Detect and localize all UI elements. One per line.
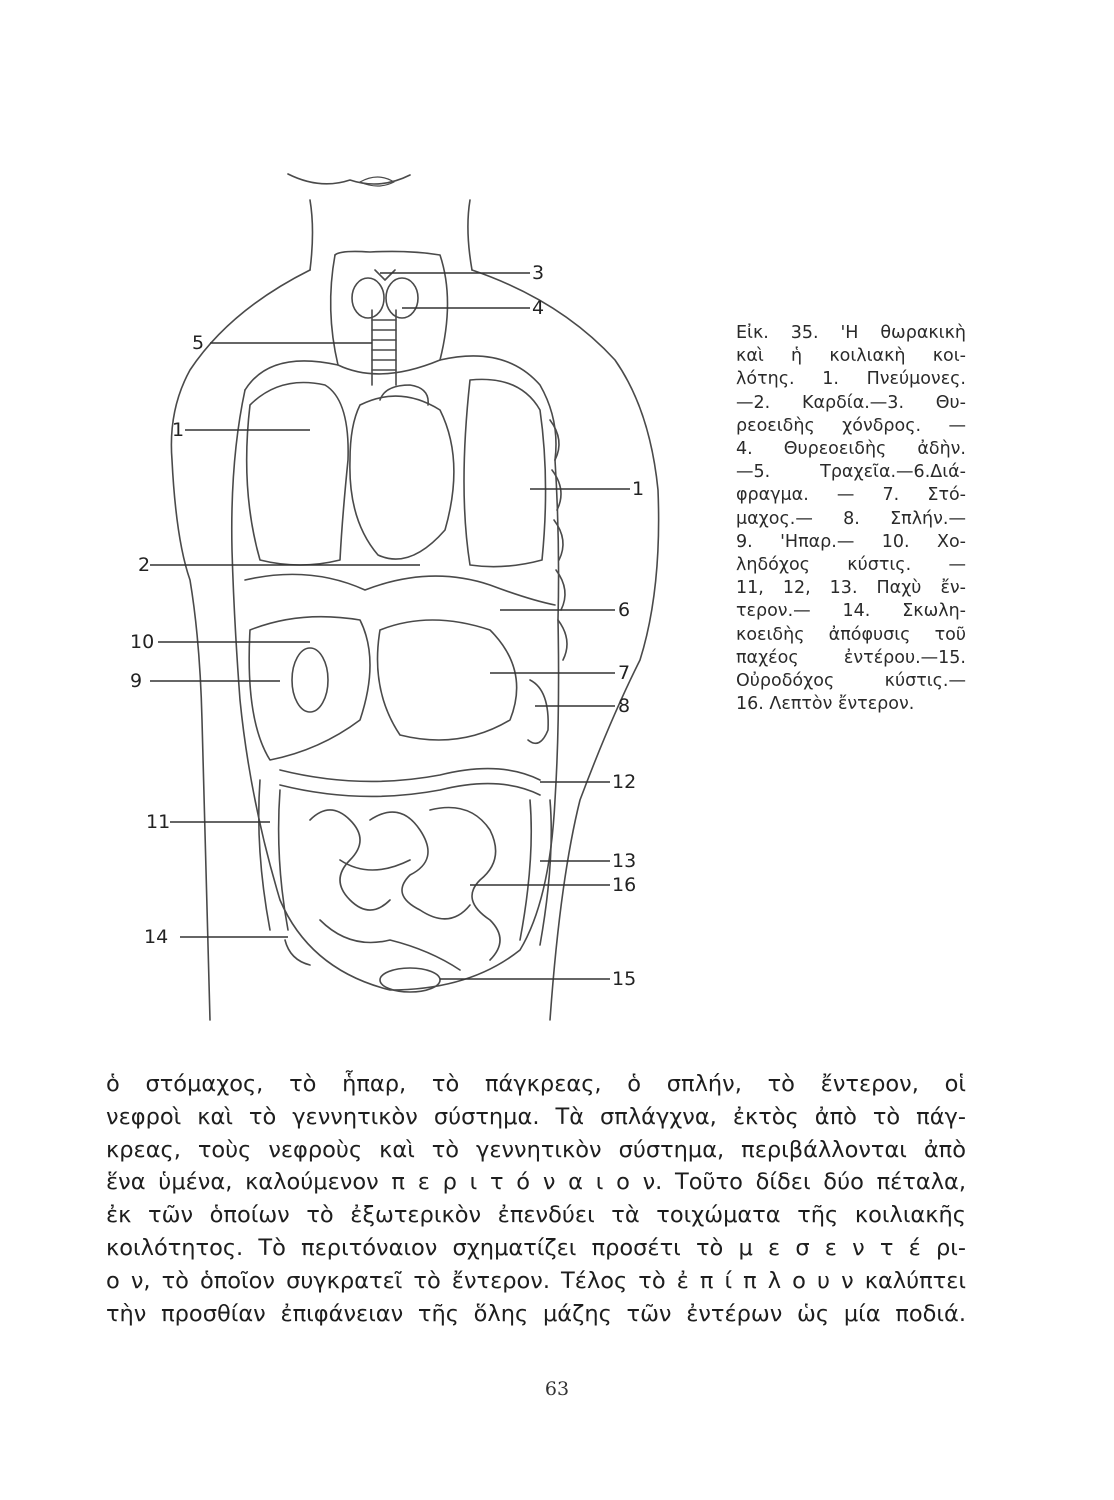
caption-line: —5. Τραχεῖα.—6.Διά- (736, 462, 966, 483)
caption-line: 4. Θυρεοειδὴς ἀδὴν. (736, 439, 966, 460)
figure-label-11: 11 (146, 811, 171, 833)
figure-label-7: 7 (618, 662, 631, 684)
caption-line: κοειδὴς ἀπόφυσις τοῦ (736, 624, 966, 645)
figure-label-10: 10 (130, 631, 155, 653)
figure-label-5: 5 (192, 332, 205, 354)
figure-label-16: 16 (612, 874, 637, 896)
body-line: ἕνα ὑμένα, καλούμενον π ε ρ ι τ ό ν α ι ο ν. Τοῦτο δίδει δύο πέταλα, (106, 1169, 966, 1196)
caption-line: 16. Λεπτὸν ἔντερον. (736, 694, 915, 715)
figure-label-1-right: 1 (632, 478, 645, 500)
anatomy-figure (110, 160, 670, 1040)
body-line: κρεας, τοὺς νεφροὺς καὶ τὸ γεννητικὸν σύστημα, περιβάλλονται ἀπὸ (106, 1136, 966, 1163)
body-line: τὴν προσθίαν ἐπιφάνειαν τῆς ὅλης μάζης τῶν ἐντέρων ὡς μία ποδιά. (106, 1300, 966, 1327)
figure-label-9: 9 (130, 670, 143, 692)
body-line: ο ν, τὸ ὁποῖον συγκρατεῖ τὸ ἔντερον. Τέλος τὸ ἐ π ί π λ ο υ ν καλύπτει (106, 1267, 966, 1294)
body-paragraph (106, 1068, 966, 1330)
figure-label-12: 12 (612, 771, 637, 793)
figure-label-13: 13 (612, 850, 637, 872)
caption-line: Εἰκ. 35. 'Η θωρακικὴ (736, 323, 966, 343)
figure-caption (736, 322, 966, 716)
caption-line: τερον.— 14. Σκωλη- (736, 601, 966, 622)
page-number: 63 (544, 1378, 570, 1400)
figure-label-8: 8 (618, 695, 631, 717)
caption-line: 11, 12, 13. Παχὺ ἔν- (736, 578, 966, 599)
caption-line: καὶ ἡ κοιλιακὴ κοι- (736, 346, 966, 367)
figure-label-4: 4 (532, 297, 545, 319)
caption-line: ληδόχος κύστις. — (736, 555, 966, 576)
caption-line: λότης. 1. Πνεύμονες. (736, 369, 966, 390)
caption-line: μαχος.— 8. Σπλήν.— (736, 508, 966, 529)
caption-line: 9. 'Ηπαρ.— 10. Χο- (736, 531, 966, 552)
body-line: ἐκ τῶν ὁποίων τὸ ἐξωτερικὸν ἐπενδύει τὰ τοιχώματα τῆς κοιλιακῆς (106, 1202, 966, 1229)
body-line: ὁ στόμαχος, τὸ ἧπαρ, τὸ πάγκρεας, ὁ σπλήν, τὸ ἔντερον, οἱ (106, 1071, 966, 1097)
figure-label-2: 2 (138, 554, 151, 576)
figure-label-3: 3 (532, 262, 545, 284)
figure-label-15: 15 (612, 968, 637, 990)
caption-line: —2. Καρδία.—3. Θυ- (736, 392, 966, 413)
caption-line: Οὐροδόχος κύστις.— (736, 671, 966, 692)
caption-line: παχέος ἐντέρου.—15. (736, 647, 966, 668)
caption-line: φραγμα. — 7. Στό- (736, 485, 966, 506)
figure-label-14: 14 (144, 926, 169, 948)
figure-label-1-left: 1 (172, 419, 185, 441)
caption-line: ρεοειδὴς χόνδρος. — (736, 415, 966, 436)
body-line: κοιλότητος. Τὸ περιτόναιον σχηματίζει προσέτι τὸ μ ε σ ε ν τ έ ρι- (106, 1234, 966, 1261)
figure-label-6: 6 (618, 599, 631, 621)
torso-illustration (110, 160, 670, 1040)
body-line: νεφροὶ καὶ τὸ γεννητικὸν σύστημα. Τὰ σπλάγχνα, ἐκτὸς ἀπὸ τὸ πάγ- (106, 1103, 966, 1130)
